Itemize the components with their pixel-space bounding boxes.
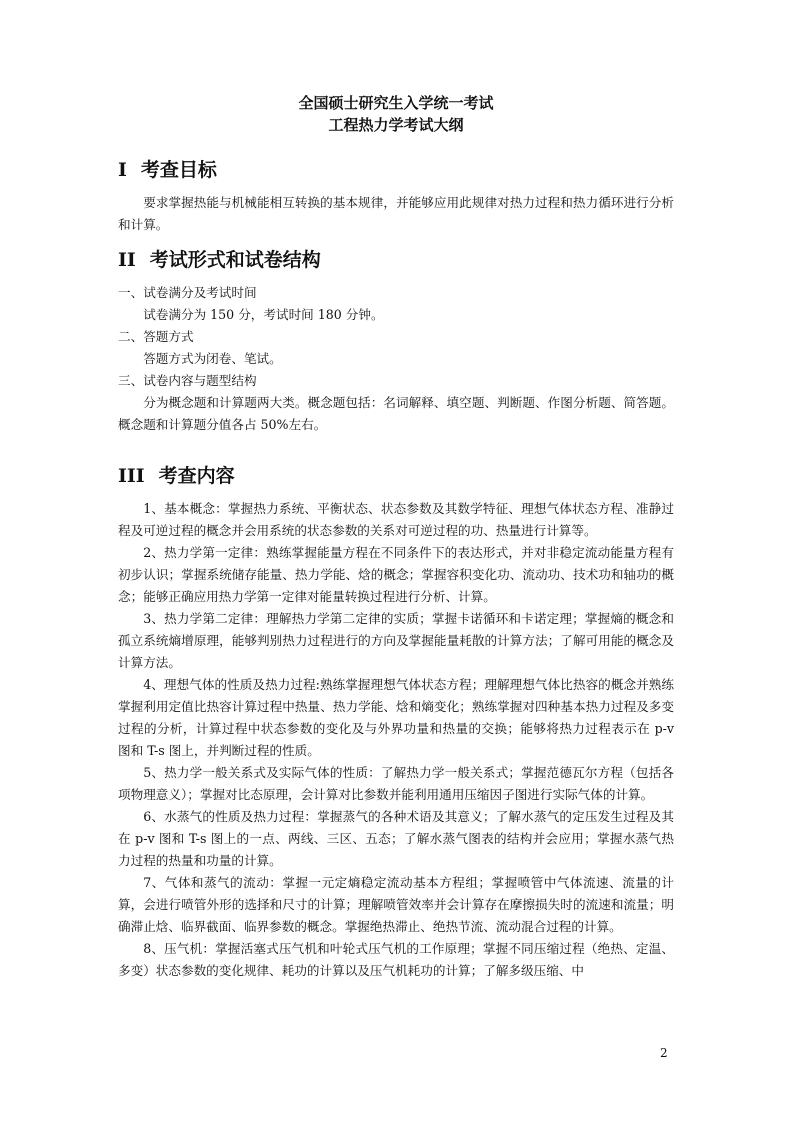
- format-item-text: 答题方式为闭卷、笔试。: [143, 351, 282, 366]
- document-title-line1: 全国硕士研究生入学统一考试: [298, 94, 494, 112]
- section-number: I: [118, 159, 127, 181]
- content-paragraph: 4、理想气体的性质及热力过程:熟练掌握理想气体状态方程；理解理想气体比热容的概念并熟练掌握利用定值比热容计算过程中热量、热力学能、焓和熵变化；熟练掌握对四种基本热力过程及多变过程的分析，计算过程中状态参数的变化及与外界功量和热量的交换；能够将热力过程表示在 p-v 图和 T-s 图上，并判断过程的性质。: [118, 677, 674, 758]
- section-heading-content: [118, 462, 674, 490]
- section-title: 考查目标: [140, 159, 217, 181]
- content-paragraph: 2、热力学第一定律：熟练掌握能量方程在不同条件下的表达形式，并对非稳定流动能量方程有初步认识；掌握系统储存能量、热力学能、焓的概念；掌握容积变化功、流动功、技术功和轴功的概念；能够正确应用热力学第一定律对能量转换过程进行分析、计算。: [118, 545, 674, 604]
- content-paragraph: 5、热力学一般关系式及实际气体的性质：了解热力学一般关系式；掌握范德瓦尔方程（包括各项物理意义）；掌握对比态原理，会计算对比参数并能利用通用压缩因子图进行实际气体的计算。: [118, 765, 674, 802]
- format-item-label: 三、试卷内容与题型结构: [118, 373, 257, 388]
- section-heading-objective: [118, 156, 674, 184]
- section-gap: [118, 436, 674, 452]
- format-item-text: 分为概念题和计算题两大类。概念题包括：名词解释、填空题、判断题、作图分析题、简答题。概念题和计算题分值各占 50%左右。: [118, 395, 674, 432]
- content-paragraph: 8、压气机：掌握活塞式压气机和叶轮式压气机的工作原理；掌握不同压缩过程（绝热、定温、多变）状态参数的变化规律、耗功的计算以及压气机耗功的计算；了解多级压缩、中: [118, 941, 674, 978]
- objective-paragraph: 要求掌握热能与机械能相互转换的基本规律，并能够应用此规律对热力过程和热力循环进行分析和计算。: [118, 195, 674, 232]
- page-number: 2: [660, 1046, 668, 1060]
- content-paragraph: 6、水蒸气的性质及热力过程：掌握蒸气的各种术语及其意义；了解水蒸气的定压发生过程及其在 p-v 图和 T-s 图上的一点、两线、三区、五态；了解水蒸气图表的结构并会应用；掌握水蒸气热力过程的热量和功量的计算。: [118, 809, 674, 868]
- content-paragraph: 3、热力学第二定律：理解热力学第二定律的实质；掌握卡诺循环和卡诺定理；掌握熵的概念和孤立系统熵增原理，能够判别热力过程进行的方向及掌握能量耗散的计算方法；了解可用能的概念及计算方法。: [118, 611, 674, 670]
- section-title: 考试形式和试卷结构: [149, 249, 321, 271]
- document-title-line2: 工程热力学考试大纲: [328, 116, 464, 134]
- content-paragraph: 1、基本概念：掌握热力系统、平衡状态、状态参数及其数学特征、理想气体状态方程、准静过程及可逆过程的概念并会用系统的状态参数的关系对可逆过程的功、热量进行计算等。: [118, 501, 674, 538]
- format-item-label: 二、答题方式: [118, 329, 194, 344]
- format-item-label: 一、试卷满分及考试时间: [118, 285, 257, 300]
- section-heading-format: [118, 246, 674, 274]
- document-page: [118, 92, 674, 982]
- content-paragraph: 7、气体和蒸气的流动：掌握一元定熵稳定流动基本方程组；掌握喷管中气体流速、流量的计算，会进行喷管外形的选择和尺寸的计算；理解喷管效率并会计算存在摩擦损失时的流速和流量；明确滞止焓、临界截面、临界参数的概念。掌握绝热滞止、绝热节流、流动混合过程的计算。: [118, 875, 674, 934]
- section-number: II: [118, 249, 136, 271]
- format-item-text: 试卷满分为 150 分，考试时间 180 分钟。: [143, 307, 384, 322]
- section-number: III: [118, 465, 145, 487]
- section-title: 考查内容: [158, 465, 235, 487]
